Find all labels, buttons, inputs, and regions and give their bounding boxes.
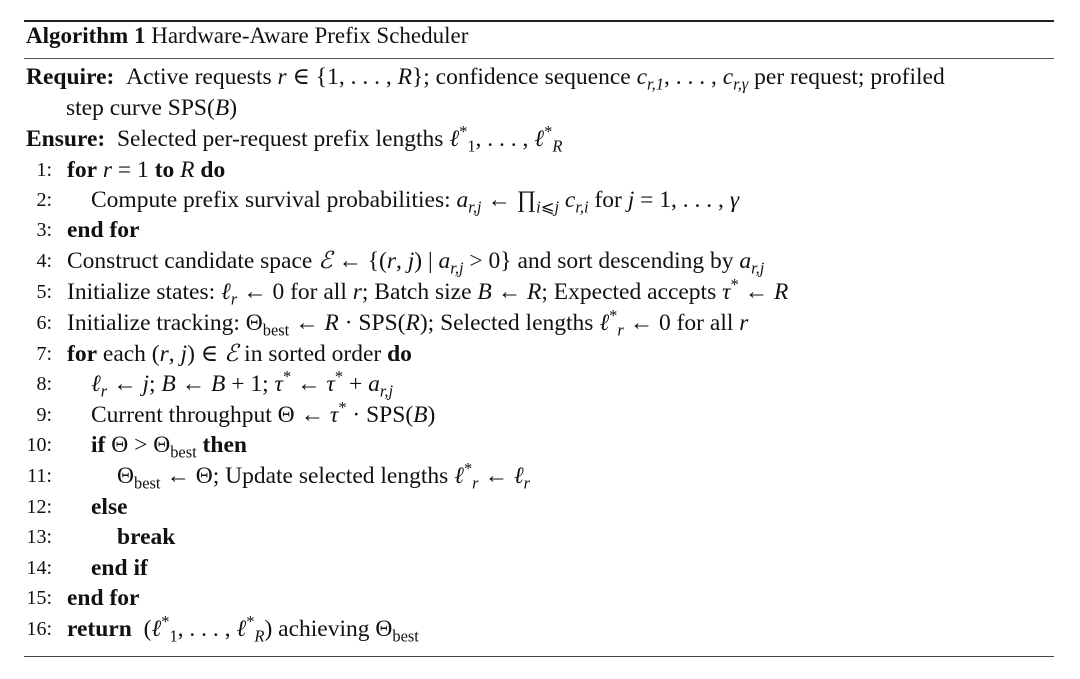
line-number: 6: — [36, 312, 52, 334]
line-number: 7: — [36, 343, 52, 365]
ensure-text: Selected per-request prefix lengths ℓ*$_1$, . . . , ℓ*$_R$ — [111, 122, 563, 156]
line-number: 9: — [36, 404, 52, 426]
line-number: 1: — [36, 159, 52, 181]
require-text: Active requests r ∈ {1, . . . , R}; confidence sequence $c_{r,1}$, . . . , $c_{r,\gamma}$ per request; profiled — [120, 64, 945, 94]
line-number: 14: — [26, 557, 52, 579]
bottom-rule — [24, 656, 1054, 657]
line-number: 2: — [36, 189, 52, 211]
require-line-2: step curve SPS(B) — [66, 95, 238, 121]
algorithm-caption — [26, 23, 468, 49]
line-number: 10: — [26, 434, 52, 456]
require-line-1 — [26, 62, 945, 92]
ensure-keyword: Ensure: — [26, 126, 106, 152]
require-keyword: Require: — [26, 64, 115, 90]
title-rule — [24, 58, 1054, 59]
line-number: 8: — [36, 373, 52, 395]
algorithm-label: Algorithm 1 — [26, 23, 146, 48]
line-number: 11: — [27, 465, 52, 487]
line-number: 16: — [26, 618, 52, 640]
line-number: 15: — [26, 587, 52, 609]
line-number: 12: — [26, 496, 52, 518]
line-number: 3: — [36, 219, 52, 241]
line-number: 13: — [26, 526, 52, 548]
top-rule — [24, 20, 1054, 22]
algorithm-title: Hardware-Aware Prefix Scheduler — [151, 23, 469, 48]
line-number: 5: — [36, 281, 52, 303]
ensure-line — [26, 124, 562, 154]
line-number: 4: — [36, 250, 52, 272]
